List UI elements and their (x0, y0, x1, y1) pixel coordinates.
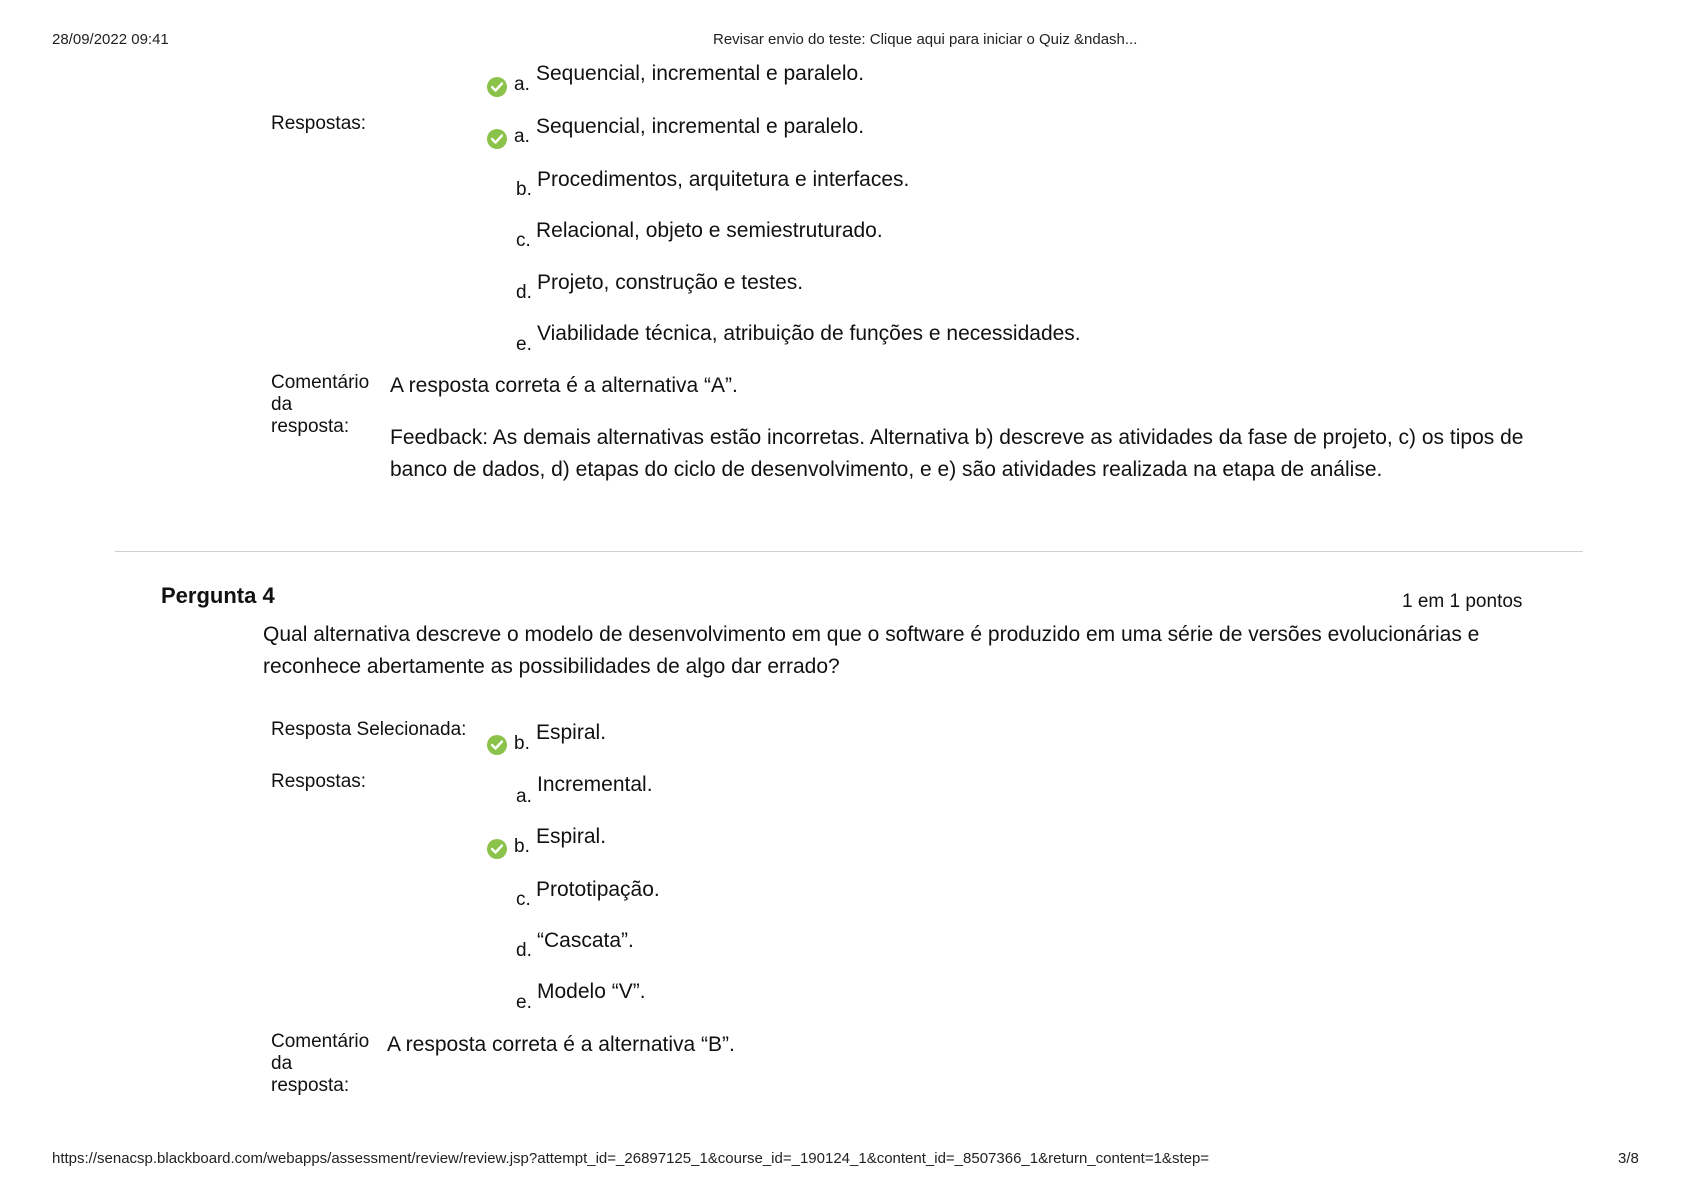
answer-letter: b. (514, 836, 530, 857)
comment-label-line2: da (271, 1053, 293, 1074)
selected-answer-text: Espiral. (536, 721, 607, 744)
question-divider (115, 551, 1583, 552)
selected-answer-label: Resposta Selecionada: (271, 719, 467, 740)
selected-answer-letter: a. (514, 74, 530, 95)
correct-check-icon (487, 839, 507, 859)
answer-letter: c. (516, 889, 531, 910)
comment-label-line3: resposta: (271, 1075, 350, 1096)
answer-letter: e. (516, 334, 532, 355)
answer-text: Modelo “V”. (537, 980, 646, 1003)
answer-letter: e. (516, 992, 532, 1013)
comment-label-line3: resposta: (271, 416, 350, 437)
answer-letter: c. (516, 230, 531, 251)
comment-text: A resposta correta é a alternativa “B”. (387, 1033, 735, 1056)
answer-letter: a. (514, 126, 530, 147)
question-text: Qual alternativa descreve o modelo de desenvolvimento em que o software é produzido em uma série de versões evolucionárias e reconhece abertamente as possibilidades de algo dar errado? (263, 623, 1480, 678)
comment-label-line1: Comentário (271, 1031, 370, 1052)
answer-letter: d. (516, 940, 532, 961)
answer-text: Procedimentos, arquitetura e interfaces. (537, 168, 910, 191)
selected-answer-text: Sequencial, incremental e paralelo. (536, 62, 865, 85)
feedback-text: Feedback: As demais alternativas estão incorretas. Alternativa b) descreve as atividades da fase de projeto, c) os tipos de banco de dados, d) etapas do ciclo de desenvolvimento, e e) são atividades realizada na etapa de análise. (390, 426, 1524, 481)
answers-label: Respostas: (271, 771, 367, 792)
question-points: 1 em 1 pontos (1402, 591, 1523, 612)
correct-check-icon (487, 129, 507, 149)
answer-text: Relacional, objeto e semiestruturado. (536, 219, 883, 242)
answer-letter: b. (516, 179, 532, 200)
answer-text: Espiral. (536, 825, 607, 848)
correct-check-icon (487, 77, 507, 97)
answer-text: Viabilidade técnica, atribuição de funções e necessidades. (537, 322, 1081, 345)
answer-letter: a. (516, 786, 532, 807)
print-datetime: 28/09/2022 09:41 (52, 31, 169, 48)
print-page-number: 3/8 (1618, 1150, 1639, 1167)
comment-text: A resposta correta é a alternativa “A”. (390, 374, 738, 397)
answer-text: Projeto, construção e testes. (537, 271, 804, 294)
selected-answer-letter: b. (514, 733, 530, 754)
answers-label: Respostas: (271, 113, 367, 134)
answer-letter: d. (516, 282, 532, 303)
answer-text: “Cascata”. (537, 929, 634, 952)
print-url: https://senacsp.blackboard.com/webapps/assessment/review/review.jsp?attempt_id=_26897125_1&course_id=_190124_1&content_id=_8507366_1&return_content=1&step= (52, 1150, 1210, 1167)
comment-label-line2: da (271, 394, 293, 415)
answer-text: Sequencial, incremental e paralelo. (536, 115, 865, 138)
answer-text: Prototipação. (536, 878, 660, 901)
question-title: Pergunta 4 (161, 583, 275, 608)
correct-check-icon (487, 735, 507, 755)
answer-text: Incremental. (537, 773, 653, 796)
comment-label-line1: Comentário (271, 372, 370, 393)
print-page-title: Revisar envio do teste: Clique aqui para iniciar o Quiz &ndash... (713, 31, 1138, 48)
